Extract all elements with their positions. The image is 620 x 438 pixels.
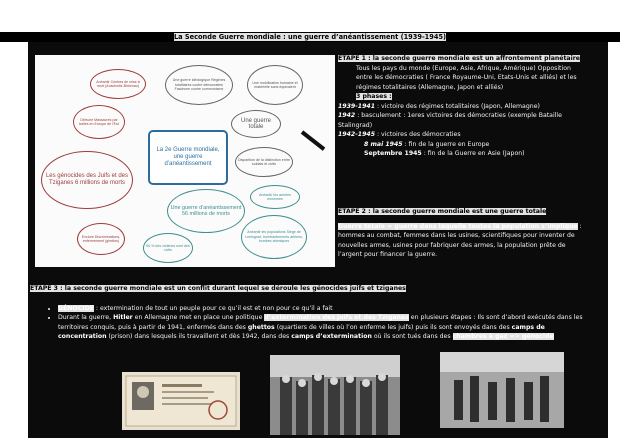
genocide-def-text: : extermination de tout un peuple pour ce qu’il est et non pour ce qu’il a fait (93, 304, 333, 312)
etape1-p1 (338, 64, 588, 93)
bubble-mobilisation (247, 65, 303, 105)
bubble-text: 60 % des victimes sont des civils (146, 243, 190, 252)
hitler-term: Hitler (113, 314, 133, 321)
etape3-list (30, 304, 590, 342)
bubble-text: Anéantir les populations Siège de Leningrad, bombardements aériens, bombes atomiques (245, 230, 303, 244)
phase-3-date: 1942-1945 (338, 131, 376, 138)
extermination-steps (58, 313, 590, 342)
title-text: La Seconde Guerre mondiale : une guerre d’anéantissement (1939-1945) (173, 33, 447, 41)
phase-2-date: 1942 (338, 112, 356, 119)
bubble-text: Une mobilisation humaine et matérielle sans équivalent (252, 80, 298, 89)
prisoners-image (270, 355, 400, 435)
etape3-heading (30, 284, 590, 294)
phase-1-text: : victoire des régimes totalitaires (Japon, Allemagne) (375, 102, 540, 110)
identity-card-photo (122, 372, 240, 430)
phase-3b-date: Septembre 1945 (364, 150, 422, 157)
bubble-ideologique (165, 65, 233, 105)
bubble-text: Détruire Massacres par balles en Europe de l’Est (79, 117, 119, 126)
phase-3b-text: : fin de la Guerre en Asie (Japon) (421, 150, 525, 157)
bubble-text: Anéantir Centres de mise à mort (Auschwitz-Birkenau) (96, 79, 140, 88)
phase-2 (338, 111, 588, 130)
bubble-armees (250, 185, 300, 209)
genocide-term: GÉNOCIDE (58, 304, 94, 312)
bubble-text: Une guerre totale (240, 117, 272, 130)
etape1-p1-text: Tous les pays du monde (Europe, Asie, Afrique, Amérique) Opposition entre les démocraties ( France Royaume-Uni, Etats-Unis et alliés) et les régimes totalitaires (Allemagne, Japon et alliés) (356, 64, 577, 91)
prisoners-camp-photo (270, 355, 400, 435)
page-title (0, 32, 620, 42)
bubble-detruire (73, 105, 125, 139)
text-fragment: (quartiers de villes où l’on enferme les juifs) puis ils sont envoyés dans des (274, 323, 512, 331)
phase-1 (338, 102, 588, 112)
text-fragment: (prison) dans lesquels ils travaillent et dès 1942, dans des (106, 333, 292, 340)
phase-1-date: 1939-1941 (338, 102, 376, 110)
deportation-image (440, 352, 564, 428)
text-fragment: Durant la guerre, (58, 314, 114, 321)
bubble-populations (241, 215, 307, 259)
phase-3a-date: 8 mai 1945 (364, 140, 403, 148)
ghettos-term: ghettos (247, 323, 275, 331)
camps-concentration-term: camps de concentration (58, 323, 545, 340)
bubble-text: Une guerre idéologique Régimes totalitaires contre démocraties Fascisme contre communisme (172, 78, 226, 92)
bubble-text: Anéantir les armées ennemies (259, 192, 291, 201)
bubble-guerre-totale (231, 110, 281, 138)
chambres-gaz-term: chambres à gaz => génocide (452, 333, 554, 340)
genocide-definition (58, 304, 590, 314)
bubble-civils-pct (143, 233, 193, 263)
etape2-section (338, 207, 588, 260)
bubble-text: Les génocides des Juifs et des Tziganes 6 millions de morts (45, 172, 129, 186)
phase-2-text: : basculement : 1eres victoires des démocraties (exemple Bataille Stalingrad) (338, 112, 562, 129)
etape2-definition (338, 222, 588, 260)
text-fragment: où ils sont tués dans des (371, 333, 453, 340)
central-text: La 2e Guerre mondiale, une guerre d’anéantissement (156, 147, 220, 167)
identity-card-image (122, 372, 240, 430)
etape2-def-text: : hommes au combat, femmes dans les usines, scientifiques pour inventer de nouvelles armes, usines pour fabriquer des armes, la population prête de l’argent pour financer la guerre. (338, 222, 582, 258)
phase-3-text: : victoires des démocraties (375, 131, 461, 138)
mind-map-figure (35, 55, 335, 267)
etape1-heading (338, 54, 588, 64)
bubble-disparition (235, 147, 293, 177)
bubble-genocides (41, 151, 133, 209)
etape2-heading (338, 207, 588, 217)
etape1-heading-text: ÉTAPE 1 : la seconde guerre mondiale est un affrontement planétaire (338, 55, 580, 62)
bubble-text: Exclure Discriminations, enfermement (ghettos) (81, 234, 121, 243)
phase-3a-text: : fin de la guerre en Europe (402, 140, 490, 148)
phase-3 (338, 130, 588, 140)
etape2-heading-text: ÉTAPE 2 : la seconde guerre mondiale est une guerre totale (338, 208, 547, 215)
text-fragment: en Allemagne met en place une politique (132, 314, 265, 321)
extermination-term: d’extermination des juifs et des Tziganes (264, 314, 409, 321)
phase-3b (338, 149, 588, 159)
etape1-section (338, 54, 588, 159)
bubble-aneantir-centres (90, 69, 146, 99)
text-fragment: en plusieurs étapes : Ils sont d’abord exécutés dans les territoires conquis, puis à partir de 1941, enfermés dans des (58, 314, 583, 331)
central-box (148, 130, 228, 185)
bubble-text: Disparition de la distinction entre soldats et civils (238, 157, 290, 166)
camps-extermination-term: camps d’extermination (291, 333, 372, 340)
etape3-heading-text: ÉTAPE 3 : la seconde guerre mondiale est un conflit durant lequel se déroule les génocides juifs et tziganes (30, 285, 406, 292)
bubble-anéantissement-morts (167, 189, 245, 233)
deportation-photo (440, 352, 564, 428)
phases-label: 3 phases : (356, 93, 392, 100)
phase-3a (338, 140, 588, 150)
bubble-text: Une guerre d’anéantissement 56 millions de morts (170, 204, 242, 217)
etape3-section (30, 284, 590, 342)
etape1-phases (338, 92, 588, 102)
bubble-exclure (77, 223, 125, 255)
guerre-totale-term: Guerre totale = guerre dans laquelle toutes la population s’implique (338, 222, 578, 230)
